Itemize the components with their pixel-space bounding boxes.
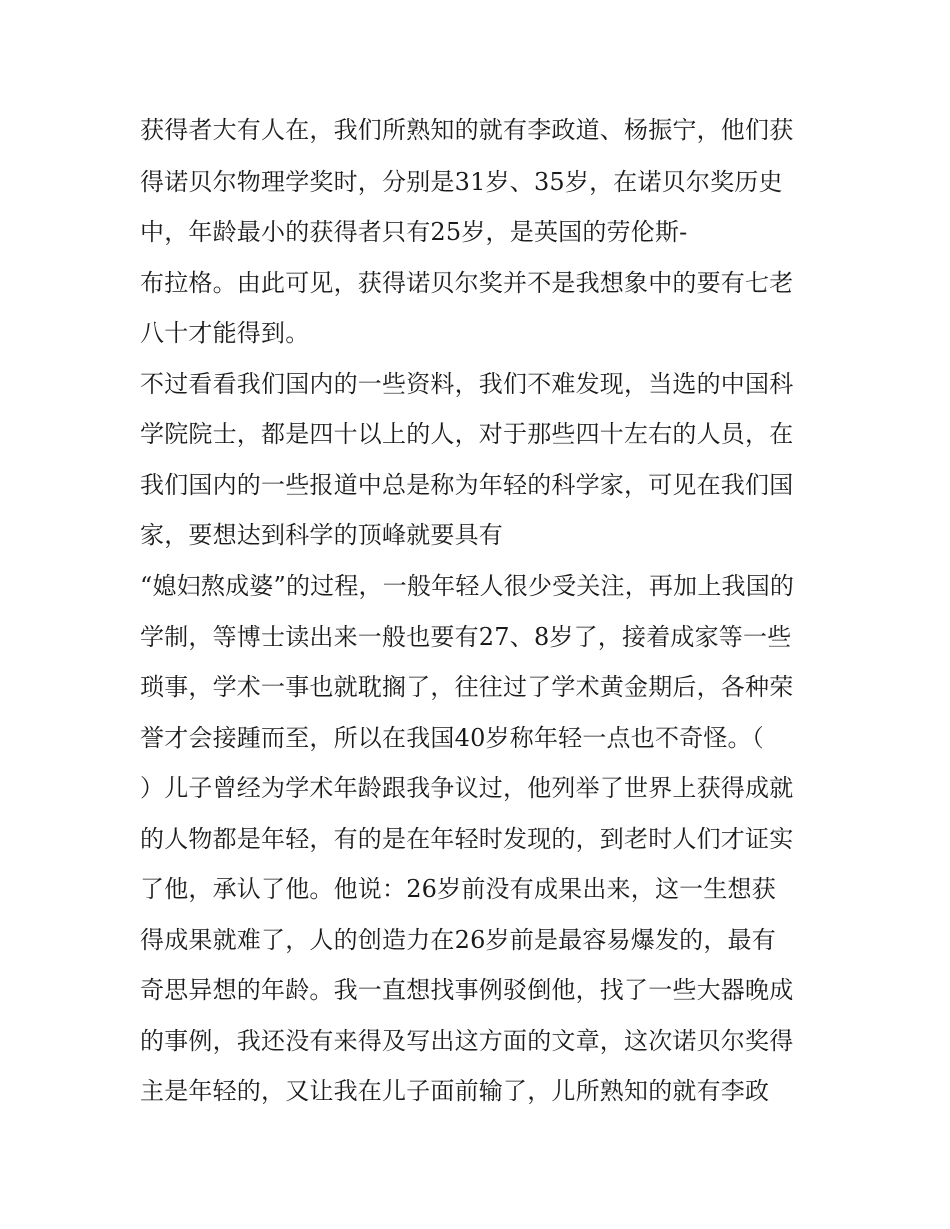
text-line: 得成果就难了，人的创造力在26岁前是最容易爆发的，最有 (140, 926, 776, 954)
text-line: “媳妇熬成婆”的过程，一般年轻人很少受关注，再加上我国的 (140, 572, 795, 600)
text-line: 学制，等博士读出来一般也要有27、8岁了，接着成家等一些 (140, 623, 792, 651)
text-line: 布拉格。由此可见，获得诺贝尔奖并不是我想象中的要有七老 (140, 269, 794, 297)
text-line: 的人物都是年轻，有的是在年轻时发现的，到老时人们才证实 (140, 825, 794, 853)
text-line: 的事例，我还没有来得及写出这方面的文章，这次诺贝尔奖得 (140, 1027, 794, 1055)
text-line: 家，要想达到科学的顶峰就要具有 (140, 521, 503, 549)
text-line: 得诺贝尔物理学奖时，分别是31岁、35岁，在诺贝尔奖历史 (140, 168, 783, 196)
text-line: 我们国内的一些报道中总是称为年轻的科学家，可见在我们国 (140, 471, 794, 499)
text-line: 中，年龄最小的获得者只有25岁，是英国的劳伦斯- (140, 218, 688, 246)
text-line: 奇思异想的年龄。我一直想找事例驳倒他，找了一些大器晚成 (140, 976, 794, 1004)
text-line: 获得者大有人在，我们所熟知的就有李政道、杨振宁，他们获 (140, 116, 794, 144)
text-line: 誉才会接踵而至，所以在我国40岁称年轻一点也不奇怪。（ (140, 724, 764, 752)
text-line: 了他，承认了他。他说：26岁前没有成果出来，这一生想获 (140, 875, 776, 903)
text-line: 学院院士，都是四十以上的人，对于那些四十左右的人员，在 (140, 420, 794, 448)
text-line: ）儿子曾经为学术年龄跟我争议过，他列举了世界上获得成就 (140, 774, 794, 802)
text-line: 琐事，学术一事也就耽搁了，往往过了学术黄金期后，各种荣 (140, 673, 794, 701)
text-line: 主是年轻的，又让我在儿子面前输了，儿所熟知的就有李政 (140, 1077, 770, 1105)
text-line: 不过看看我们国内的一些资料，我们不难发现，当选的中国科 (140, 370, 794, 398)
text-line: 八十才能得到。 (140, 319, 310, 347)
